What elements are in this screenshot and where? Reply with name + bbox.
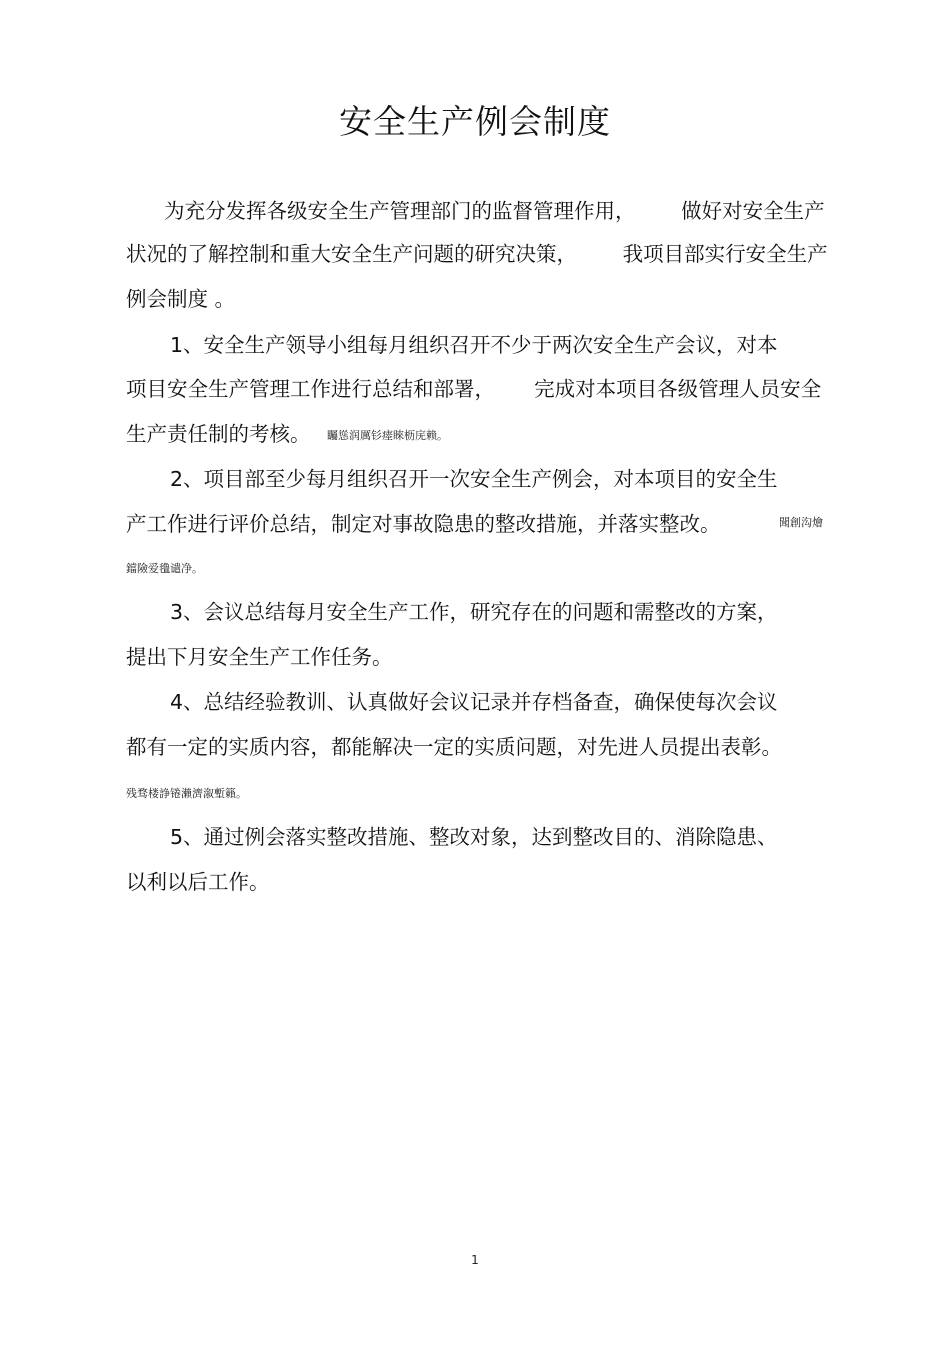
item5-line-1: 5、通过例会落实整改措施、整改对象，达到整改目的、消除隐患、 <box>170 825 778 849</box>
item3-line-2: 提出下月安全生产工作任务。 <box>126 645 393 669</box>
item1-garbled-text: 矚慫润厲钐瘗睞枥庑赖。 <box>327 429 448 442</box>
item4-line-2: 都有一定的实质内容，都能解决一定的实质问题，对先进人员提出表彰。 <box>126 735 782 759</box>
item5-line-2: 以利以后工作。 <box>126 870 270 894</box>
item2-line-2: 产工作进行评价总结，制定对事故隐患的整改措施，并落实整改。 <box>126 512 721 536</box>
item3-line-1: 3、会议总结每月安全生产工作，研究存在的问题和需整改的方案， <box>170 600 778 624</box>
item1-line-1: 1、安全生产领导小组每月组织召开不少于两次安全生产会议，对本 <box>170 333 778 357</box>
intro-line-3: 例会制度 。 <box>126 287 236 311</box>
item2-garbled-text-b: 鐺險爱氇谴净。 <box>126 562 203 575</box>
intro-line-2: 状况的了解控制和重大安全生产问题的研究决策， 我项目部实行安全生产 <box>126 242 828 266</box>
item1-line-2: 项目安全生产管理工作进行总结和部署， 完成对本项目各级管理人员安全 <box>126 377 822 401</box>
item1-line-3: 生产责任制的考核。 <box>126 422 311 446</box>
item2-line-1: 2、项目部至少每月组织召开一次安全生产例会，对本项目的安全生 <box>170 467 778 491</box>
item4-line-1: 4、总结经验教训、认真做好会议记录并存档备查，确保使每次会议 <box>170 690 778 714</box>
item4-garbled-text: 残骛楼諍锩瀨濟溆塹籟。 <box>126 787 247 800</box>
intro-line-1: 为充分发挥各级安全生产管理部门的监督管理作用， 做好对安全生产 <box>164 199 825 223</box>
document-title: 安全生产例会制度 <box>339 102 611 141</box>
page-number: 1 <box>471 1253 479 1267</box>
item2-garbled-text-a: 聞創沟燴 <box>779 516 823 529</box>
